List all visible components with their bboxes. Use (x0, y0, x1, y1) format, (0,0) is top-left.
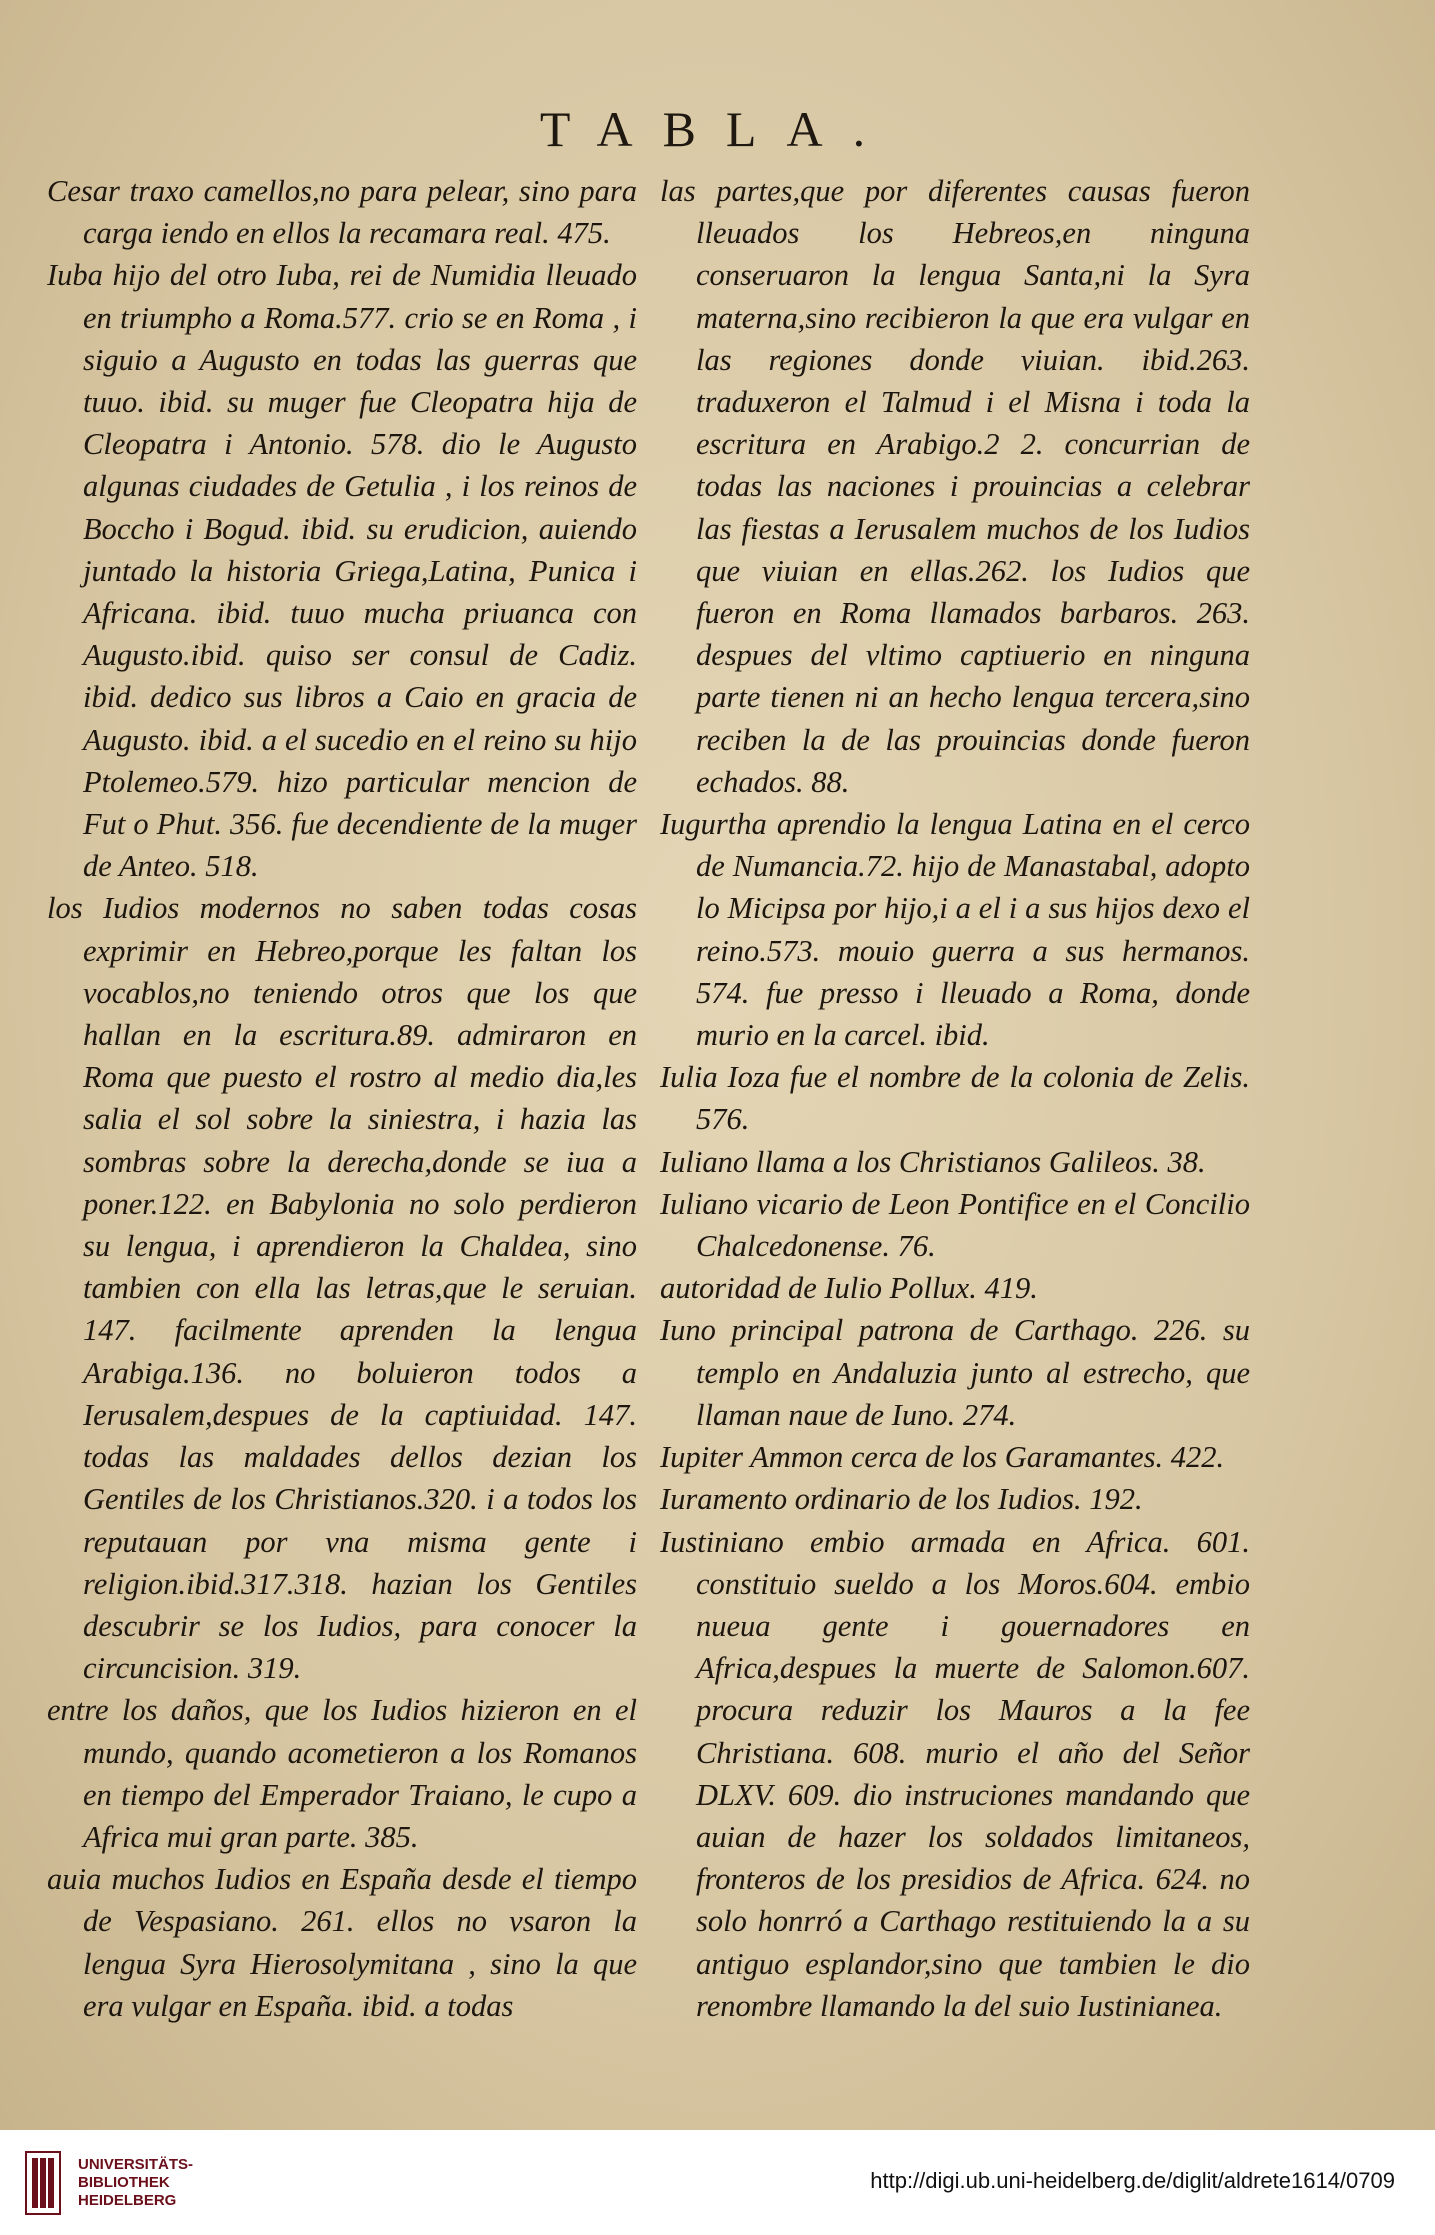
index-entry: Cesar traxo camellos,no para pelear, sino para carga iendo en ellos la recamara real. 475. (47, 174, 645, 251)
index-entry: Iuno principal patrona de Carthago. 226. su templo en Andaluzia junto al estrecho, que llaman naue de Iuno. 274. (660, 1313, 1258, 1432)
index-entry: auia muchos Iudios en España desde el tiempo de Vespasiano. 261. ellos no vsaron la lengua Syra Hierosolymitana , sino la que era vulgar en España. ibid. a todas (47, 1862, 645, 2023)
library-name: UNIVERSITÄTS- BIBLIOTHEK HEIDELBERG (78, 2156, 194, 2209)
index-entry: las partes,que por diferentes causas fueron lleuados los Hebreos,en ninguna conseruaron la lengua Santa,ni la Syra materna,sino recibieron la que era vulgar en las regiones donde viuian. ibid.263. traduxeron el Talmud i el Misna i toda la escritura en Arabigo.2 2. concurrian de todas las naciones i prouincias a celebrar las fiestas a Ierusalem muchos de los Iudios que viuian en ellas.262. los Iudios que fueron en Roma llamados barbaros. 263. despues del vltimo captiuerio en ninguna parte tienen ni an hecho lengua tercera,sino reciben la de las prouincias donde fueron echados. 88. (660, 174, 1258, 799)
index-entry: Iuliano llama a los Christianos Galileos. 38. (660, 1144, 1206, 1179)
viewer-footer (0, 2130, 1435, 2235)
index-entry: entre los daños, que los Iudios hizieron en el mundo, quando acometieron a los Romanos en tiempo del Emperador Traiano, le cupo a Africa mui gran parte. 385. (47, 1693, 645, 1854)
university-logo-icon (22, 2148, 64, 2218)
index-entry: Iustiniano embio armada en Africa. 601. constituio sueldo a los Moros.604. embio nueua gente i gouernadores en Africa,despues la muerte de Salomon.607. procura reduzir los Mauros a la fee Christiana. 608. murio el año del Señor DLXV. 609. dio instruciones mandando que auian de hazer los soldados limitaneos, fronteros de los presidios de Africa. 624. no solo honrró a Carthago restituiendo la a su antiguo esplandor,sino que tambien le dio renombre llamando la del suio Iustinianea. (660, 1524, 1258, 2023)
right-column (660, 170, 1258, 2027)
source-url-link[interactable]: http://digi.ub.uni-heidelberg.de/diglit/aldrete1614/0709 (870, 2168, 1395, 2193)
index-entry: Iupiter Ammon cerca de los Garamantes. 422. (660, 1440, 1225, 1475)
page-header: TABLA. (539, 101, 896, 157)
index-entry: Iuba hijo del otro Iuba, rei de Numidia lleuado en triumpho a Roma.577. crio se en Roma , i siguio a Augusto en todas las guerras que tuuo. ibid. su muger fue Cleopatra hija de Cleopatra i Antonio. 578. dio le Augusto algunas ciudades de Getulia , i los reinos de Boccho i Bogud. ibid. su erudicion, auiendo juntado la historia Griega,Latina, Punica i Africana. ibid. tuuo mucha priuanca con Augusto.ibid. quiso ser consul de Cadiz. ibid. dedico sus libros a Caio en gracia de Augusto. ibid. a el sucedio en el reino su hijo Ptolemeo.579. hizo particular mencion de Fut o Phut. 356. fue decendiente de la muger de Anteo. 518. (47, 258, 645, 884)
index-entry: Iuliano vicario de Leon Pontifice en el Concilio Chalcedonense. 76. (660, 1186, 1258, 1264)
index-entry: los Iudios modernos no saben todas cosas exprimir en Hebreo,porque les faltan los vocablos,no teniendo otros que los que hallan en la escritura.89. admiraron en Roma que puesto el rostro al medio dia,les salia el sol sobre la siniestra, i hazia las sombras sobre la derecha,donde se iua a poner.122. en Babylonia no solo perdieron su lengua, i aprendieron la Chaldea, sino tambien con ella las letras,que le seruian. 147. facilmente aprenden la lengua Arabiga.136. no boluieron todos a Ierusalem,despues de la captiuidad. 147. todas las maldades dellos dezian los Gentiles de los Christianos.320. i a todos los reputauan por vna misma gente i religion.ibid.317.318. hazian los Gentiles descubrir se los Iudios, para conocer la circuncision. 319. (47, 891, 645, 1686)
index-entry: Iuramento ordinario de los Iudios. 192. (660, 1482, 1143, 1517)
index-entry: Iugurtha aprendio la lengua Latina en el cerco de Numancia.72. hijo de Manastabal, adopto lo Micipsa por hijo,i a el i a sus hijos dexo el reino.573. mouio guerra a sus hermanos. 574. fue presso i lleuado a Roma, donde murio en la carcel. ibid. (660, 807, 1258, 1053)
index-entry: Iulia Ioza fue el nombre de la colonia de Zelis. 576. (660, 1060, 1258, 1137)
index-entry: autoridad de Iulio Pollux. 419. (660, 1271, 1038, 1306)
left-column (47, 170, 645, 2027)
